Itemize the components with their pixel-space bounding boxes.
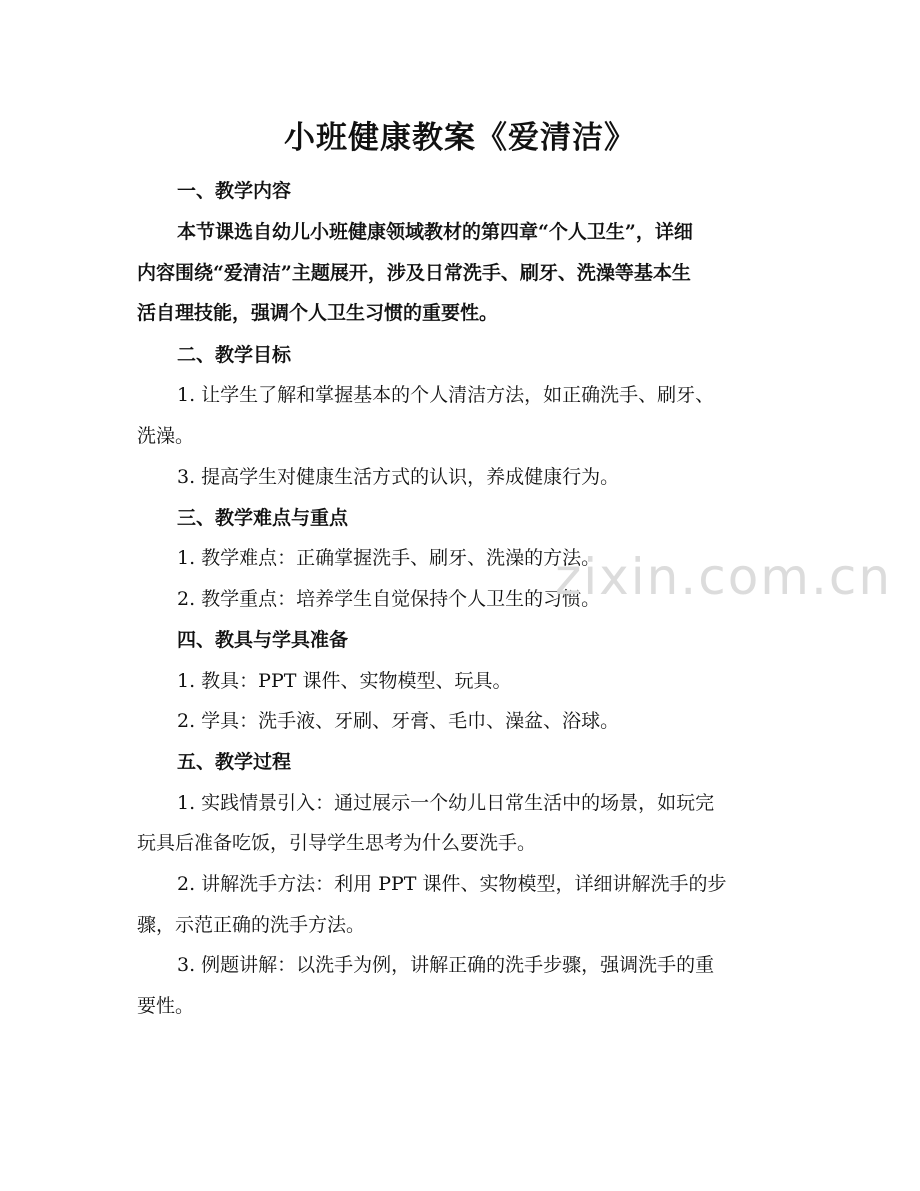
page-title: 小班健康教案《爱清洁》 <box>284 120 636 156</box>
section-1-heading: 一、教学内容 <box>177 180 292 202</box>
section-5-item-line: 2. 讲解洗手方法：利用 PPT 课件、实物模型，详细讲解洗手的步 <box>177 873 727 895</box>
section-5-item-line: 玩具后准备吃饭，引导学生思考为什么要洗手。 <box>137 832 537 854</box>
section-3-item-line: 2. 教学重点：培养学生自觉保持个人卫生的习惯。 <box>177 588 601 610</box>
watermark: zixin.com.cn <box>555 548 893 606</box>
section-5-item-line: 要性。 <box>137 995 195 1017</box>
section-2-item-line: 1. 让学生了解和掌握基本的个人清洁方法，如正确洗手、刷牙、 <box>177 384 715 406</box>
section-3-item-line: 1. 教学难点：正确掌握洗手、刷牙、洗澡的方法。 <box>177 547 601 569</box>
section-4-item-line: 1. 教具：PPT 课件、实物模型、玩具。 <box>177 670 512 692</box>
section-2-item-line: 洗澡。 <box>137 425 195 447</box>
section-1-paragraph-line: 内容围绕“爱清洁”主题展开，涉及日常洗手、刷牙、洗澡等基本生 <box>137 262 691 284</box>
section-1-paragraph-line: 活自理技能，强调个人卫生习惯的重要性。 <box>137 302 499 324</box>
section-5-item-line: 1. 实践情景引入：通过展示一个幼儿日常生活中的场景，如玩完 <box>177 792 715 814</box>
section-1-paragraph-line: 本节课选自幼儿小班健康领域教材的第四章“个人卫生”，详细 <box>177 221 693 243</box>
section-4-heading: 四、教具与学具准备 <box>177 629 349 651</box>
section-5-item-line: 骤，示范正确的洗手方法。 <box>137 914 366 936</box>
section-2-item-line: 3. 提高学生对健康生活方式的认识，养成健康行为。 <box>177 466 620 488</box>
section-3-heading: 三、教学难点与重点 <box>177 507 349 529</box>
section-5-heading: 五、教学过程 <box>177 751 292 773</box>
section-2-heading: 二、教学目标 <box>177 344 292 366</box>
section-4-item-line: 2. 学具：洗手液、牙刷、牙膏、毛巾、澡盆、浴球。 <box>177 710 620 732</box>
section-5-item-line: 3. 例题讲解：以洗手为例，讲解正确的洗手步骤，强调洗手的重 <box>177 954 715 976</box>
